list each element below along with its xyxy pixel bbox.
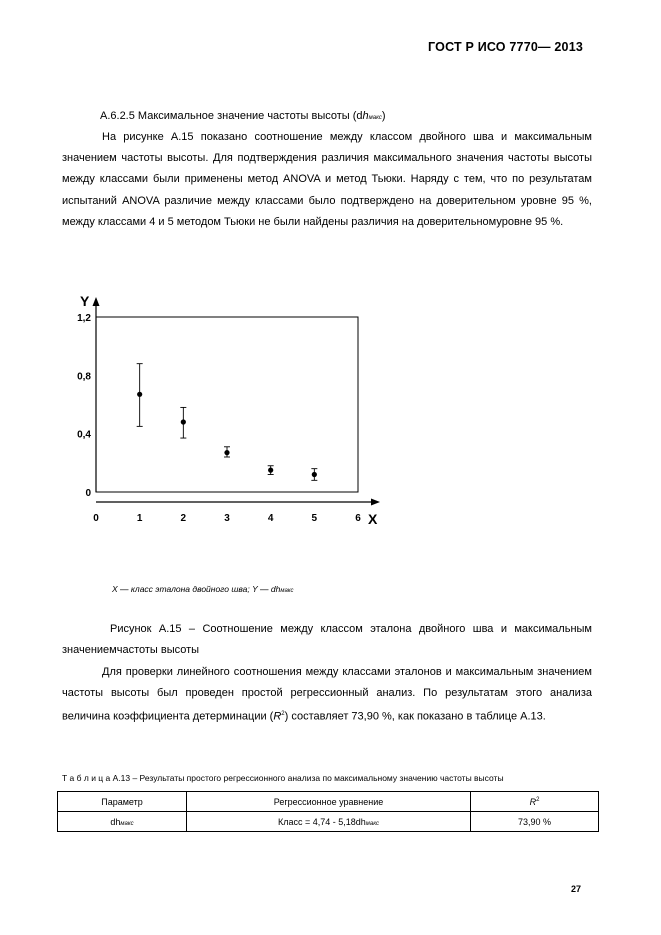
data-point bbox=[181, 419, 186, 424]
y-tick-labels bbox=[77, 313, 91, 499]
paragraph-2-r: R bbox=[273, 711, 282, 724]
cell-eq-text: Класс = 4,74 - 5,18dh bbox=[277, 816, 366, 827]
page-number: 27 bbox=[571, 884, 582, 894]
axes-caption-text: X — класс эталона двойного шва; Y — dh bbox=[112, 584, 281, 594]
cell-eq-sub: макс bbox=[365, 820, 380, 827]
table-header-row bbox=[58, 792, 599, 812]
y-tick-label: 0,4 bbox=[77, 429, 91, 441]
y-axis-label: Y bbox=[80, 293, 90, 309]
section-title-main: А.6.2.5 Максимальное значение частоты высоты (d bbox=[100, 110, 363, 122]
y-tick-label: 0,8 bbox=[77, 371, 91, 383]
x-tick-labels bbox=[93, 513, 361, 524]
axes-caption-sub: макс bbox=[280, 588, 294, 594]
data-points bbox=[137, 364, 318, 481]
data-point bbox=[312, 472, 317, 477]
header-r2-sup: 2 bbox=[536, 796, 540, 803]
cell-equation bbox=[187, 812, 471, 832]
x-tick-label: 3 bbox=[224, 513, 230, 524]
plot-frame bbox=[96, 317, 358, 492]
x-axis-label: X bbox=[368, 511, 378, 527]
y-axis-arrow-icon bbox=[93, 297, 100, 306]
data-point bbox=[224, 450, 229, 455]
y-tick-label: 0 bbox=[85, 488, 91, 499]
x-axis-arrow-icon bbox=[371, 499, 380, 506]
section-title-sub: макс bbox=[368, 115, 382, 121]
cell-param-text: dh bbox=[110, 816, 121, 827]
cell-r2: 73,90 % bbox=[471, 812, 599, 832]
table-title: Т а б л и ц а А.13 – Результаты простого регрессионного анализа по максимальному значению частоты высоты bbox=[62, 773, 504, 783]
figure-caption: Рисунок А.15 – Соотношение между классом эталона двойного шва и максимальным значениемчастоты высоты bbox=[62, 623, 592, 656]
cell-param bbox=[58, 812, 187, 832]
y-tick-label: 1,2 bbox=[77, 313, 91, 324]
cell-param-sub: макс bbox=[120, 820, 134, 827]
header-r2-r: R bbox=[529, 796, 537, 807]
paragraph-1: На рисунке А.15 показано соотношение между классом двойного шва и максимальным значением частоты высоты. Для подтверждения различия максимального значения частоты высоты между классами были применены метод ANOVA и метод Тьюки. Наряду с тем, что по результатам испытаний ANOVA различие между классами было подтверждено на доверительном уровне 95 %, между классами 4 и 5 методом Тьюки не были найдены различия на доверительномуровне 95 %. bbox=[62, 131, 592, 228]
x-tick-label: 2 bbox=[180, 513, 187, 524]
paragraph-2-sup: 2 bbox=[281, 711, 285, 718]
data-point bbox=[137, 392, 142, 397]
section-title-h: h bbox=[362, 110, 369, 122]
paragraph-2 bbox=[62, 662, 592, 728]
regression-table bbox=[57, 791, 599, 832]
x-tick-label: 0 bbox=[93, 513, 99, 524]
document-code: ГОСТ Р ИСО 7770— 2013 bbox=[428, 40, 583, 54]
header-param: Параметр bbox=[58, 792, 187, 812]
table-row bbox=[58, 812, 599, 832]
paragraph-2-part1: Для проверки линейного соотношения между классами эталонов и максимальным значением частоты высоты был проведен простой регрессионный анализ. По результатам этого анализа величина коэффициента детерминации ( bbox=[62, 666, 592, 724]
header-equation: Регрессионное уравнение bbox=[187, 792, 471, 812]
data-point bbox=[268, 468, 273, 473]
axes-caption bbox=[112, 584, 294, 594]
x-tick-label: 1 bbox=[136, 513, 143, 524]
paragraph-2-part2: ) составляет 73,90 %, как показано в таблице А.13. bbox=[284, 711, 546, 724]
x-tick-label: 5 bbox=[311, 513, 318, 524]
header-r2 bbox=[471, 792, 599, 812]
x-tick-label: 6 bbox=[355, 513, 361, 524]
x-tick-label: 4 bbox=[267, 513, 274, 524]
section-title-end: ) bbox=[381, 110, 386, 122]
